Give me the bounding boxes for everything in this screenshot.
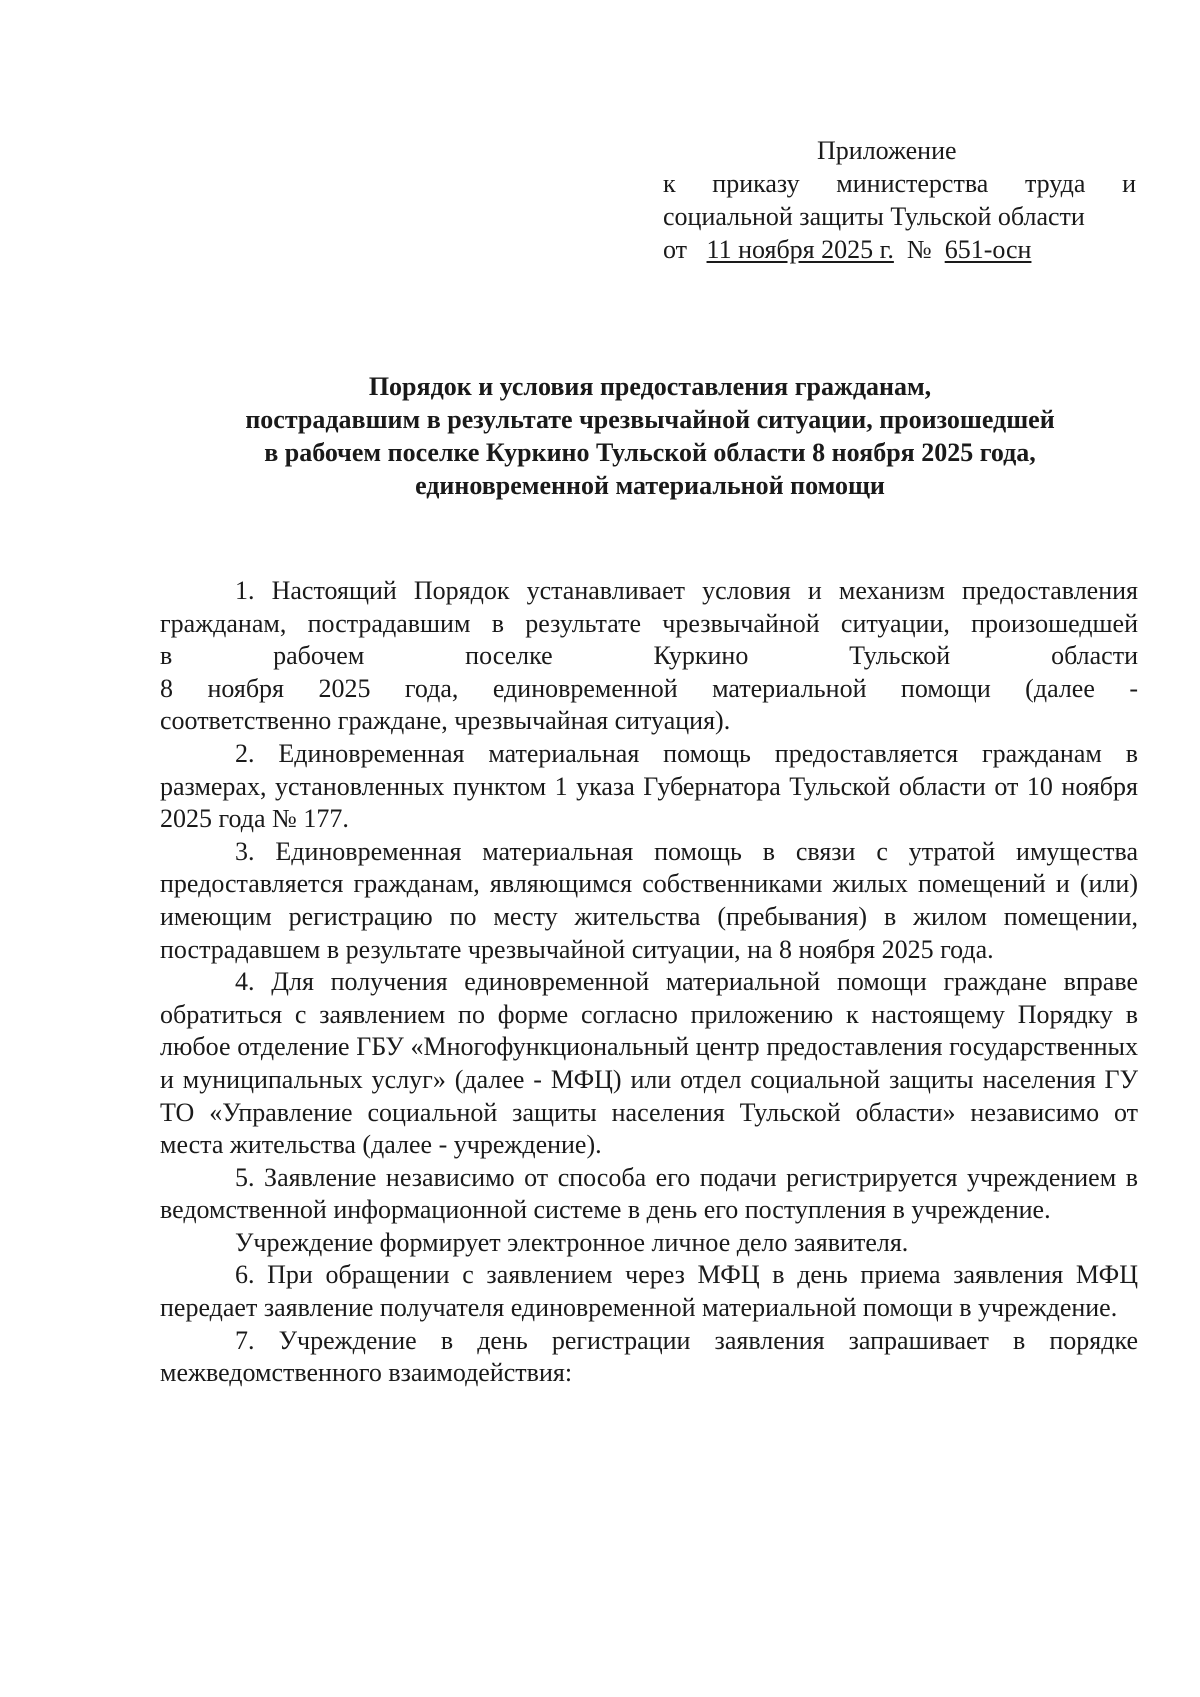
title-line-2: пострадавшим в результате чрезвычайной ситуации, произошедшей [245,405,1055,434]
paragraph-2: 2. Единовременная материальная помощь предоставляется гражданам в размерах, установленных пунктом 1 указа Губернатора Тульской области от 10 ноября 2025 года № 177. [160,738,1138,834]
paragraph-6: 6. При обращении с заявлением через МФЦ в день приема заявления МФЦ передает заявление получателя единовременной материальной помощи в учреждение. [160,1260,1138,1323]
order-number: 651-осн [944,235,1032,264]
appendix-title: Приложение [817,136,957,165]
paragraph-1 [160,575,1138,738]
order-date: 11 ноября 2025 г. [706,235,894,264]
paragraph-1-line-5: соответственно граждане, чрезвычайная ситуация). [160,706,731,736]
appendix-line-1: к приказу министерства труда и [663,169,1136,198]
title-line-3: в рабочем поселке Куркино Тульской области 8 ноября 2025 года, [264,438,1036,467]
paragraph-1-line-1: 1. Настоящий Порядок устанавливает условия и механизм предоставления [235,576,1138,605]
paragraph-1-line-4: 8 ноября 2025 года, единовременной материальной помощи (далее - [160,673,1138,703]
appendix-line-2: социальной защиты Тульской области [663,202,1085,231]
document-title [150,370,1150,502]
paragraph-1-line-2: гражданам, пострадавшим в результате чрезвычайной ситуации, произошедшей [160,608,1138,638]
paragraph-4: 4. Для получения единовременной материальной помощи граждане вправе обратиться с заявлением по форме согласно приложению к настоящему Порядку в любое отделение ГБУ «Многофункциональный центр предоставления государственных и муниципальных услуг» (далее - МФЦ) или отдел социальной защиты населения ГУ ТО «Управление социальной защиты населения Тульской области» независимо от места жительства (далее - учреждение). [160,967,1138,1160]
document-body [160,575,1138,1390]
title-line-4: единовременной материальной помощи [415,471,885,500]
paragraph-5-note: Учреждение формирует электронное личное дело заявителя. [235,1227,909,1257]
title-line-1: Порядок и условия предоставления гражданам, [368,372,932,401]
paragraph-3: 3. Единовременная материальная помощь в связи с утратой имущества предоставляется гражданам, являющимся собственниками жилых помещений и (или) имеющим регистрацию по месту жительства (пребывания) в жилом помещении, пострадавшем в результате чрезвычайной ситуации, на 8 ноября 2025 года. [160,836,1138,964]
appendix-date-line [663,233,1136,266]
paragraph-1-line-3: в рабочем поселке Куркино Тульской области [160,641,1138,671]
date-prefix: от [663,235,688,264]
number-sign: № [906,235,932,264]
paragraph-7: 7. Учреждение в день регистрации заявления запрашивает в порядке межведомственного взаимодействия: [160,1325,1138,1388]
paragraph-5: 5. Заявление независимо от способа его подачи регистрируется учреждением в ведомственной информационной системе в день его поступления в учреждение. [160,1162,1138,1225]
appendix-reference [663,134,1136,266]
